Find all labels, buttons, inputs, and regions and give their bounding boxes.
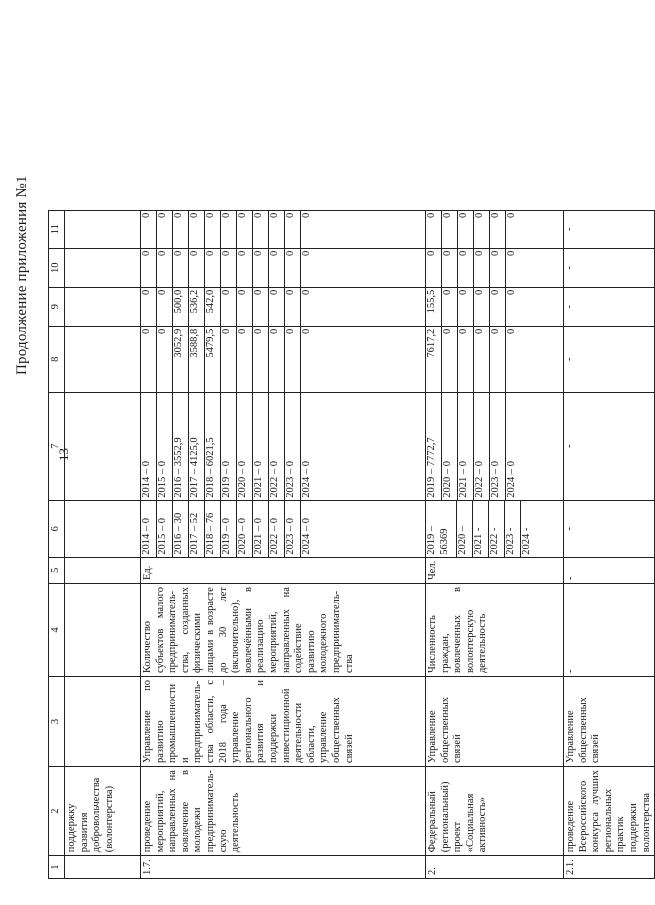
- table-row: [426, 210, 564, 878]
- value-item: 2022 -: [489, 501, 505, 557]
- value-item: 0: [221, 327, 237, 392]
- value-item: 2024 -: [521, 527, 532, 555]
- values-cell-c7: [65, 392, 141, 500]
- value-item: 5479,5: [205, 327, 221, 392]
- value-item: 0: [426, 249, 442, 287]
- value-item: 2016 – 30: [173, 501, 189, 557]
- values-cell-c11: [65, 210, 141, 248]
- value-item: 0: [506, 212, 517, 218]
- header-cell: 10: [49, 248, 65, 287]
- value-item: 0: [205, 249, 221, 287]
- value-item: 155,5: [426, 288, 442, 326]
- values-cell-c9: [65, 287, 141, 326]
- values-cell-c9: [426, 287, 564, 326]
- value-item: 0: [157, 288, 173, 326]
- value-item: 0: [301, 328, 312, 334]
- value-item: 0: [141, 211, 157, 248]
- value-item: 536,2: [189, 288, 205, 326]
- measure-name: поддержку развития добровольчества (волонтерства): [65, 767, 141, 856]
- executor-name: Управление общественных связей: [564, 677, 655, 767]
- value-item: 2019 – 56369: [426, 501, 457, 557]
- values-cell-c10: [65, 248, 141, 287]
- header-cell: 5: [49, 557, 65, 583]
- value-item: 0: [442, 327, 458, 392]
- values-cell-c10: [426, 248, 564, 287]
- value-item: 2024 – 0: [301, 460, 312, 498]
- header-cell: 9: [49, 287, 65, 326]
- value-item: 0: [141, 288, 157, 326]
- value-item: 0: [285, 211, 301, 248]
- value-item: 2015 – 0: [157, 393, 173, 500]
- value-item: 0: [458, 288, 474, 326]
- value-item: 0: [442, 249, 458, 287]
- unit-cell: -: [564, 557, 655, 583]
- values-cell-c6: [141, 500, 426, 557]
- value-item: 0: [490, 211, 506, 248]
- measure-name: проведение Всероссийского конкурса лучших региональных практик поддержки волонтерства: [564, 767, 655, 856]
- header-cell: 2: [49, 767, 65, 856]
- header-cell: 6: [49, 500, 65, 557]
- values-cell-c11: [564, 210, 655, 248]
- value-item: 2016 – 3552,9: [173, 393, 189, 500]
- value-item: -: [564, 304, 575, 309]
- value-item: -: [564, 227, 575, 231]
- value-item: 0: [285, 249, 301, 287]
- value-item: 0: [189, 211, 205, 248]
- value-item: 2022 – 0: [269, 501, 285, 557]
- value-item: 2018 – 6021,5: [205, 393, 221, 500]
- value-item: 0: [301, 289, 312, 295]
- header-cell: 8: [49, 326, 65, 392]
- value-item: -: [564, 526, 575, 531]
- value-item: 0: [141, 249, 157, 287]
- value-item: 0: [490, 249, 506, 287]
- value-item: 0: [173, 249, 189, 287]
- header-cell: 4: [49, 584, 65, 677]
- value-item: 0: [221, 249, 237, 287]
- values-cell-c9: [564, 287, 655, 326]
- values-cell-c8: [65, 326, 141, 392]
- indicator-name: -: [564, 584, 655, 677]
- value-item: 2018 – 76: [205, 501, 221, 557]
- value-item: 0: [205, 211, 221, 248]
- value-item: 0: [237, 288, 253, 326]
- value-item: 2021 – 0: [458, 393, 474, 500]
- value-item: 2022 – 0: [269, 393, 285, 500]
- value-item: 2021 -: [473, 501, 489, 557]
- value-item: 7617,2: [426, 327, 442, 392]
- value-item: 0: [490, 327, 506, 392]
- unit-cell: Ед.: [141, 557, 426, 583]
- value-item: -: [564, 444, 575, 448]
- value-item: 0: [506, 289, 517, 295]
- header-cell: 7: [49, 392, 65, 500]
- value-item: 2019 – 0: [221, 393, 237, 500]
- value-item: 0: [157, 249, 173, 287]
- value-item: 2020 –: [457, 501, 473, 557]
- measure-name: Федеральный (региональный) проект «Социальная активность»: [426, 767, 564, 856]
- value-item: 3588,8: [189, 327, 205, 392]
- header-cell: 11: [49, 210, 65, 248]
- executor-name: [65, 677, 141, 767]
- value-item: 0: [458, 249, 474, 287]
- value-item: 2023 -: [505, 501, 521, 557]
- unit-cell: Чел.: [426, 557, 564, 583]
- value-item: 0: [442, 211, 458, 248]
- indicator-name: Численность граждан, вовлеченных в волонтерскую деятельность: [426, 584, 564, 677]
- value-item: 0: [253, 249, 269, 287]
- unit-cell: [65, 557, 141, 583]
- value-item: 0: [157, 211, 173, 248]
- value-item: 2020 – 0: [237, 501, 253, 557]
- row-number: 2.: [426, 856, 564, 879]
- values-cell-c6: [564, 500, 655, 557]
- indicator-name: Количество субъектов малого предприниматель-ства, созданных физическими лицами в возрасте до 30 лет (включительно), вовлечёнными в реализацию мероприятий, направленных на содействие развитию молодежного предприниматель-ства: [141, 584, 426, 677]
- value-item: 0: [221, 288, 237, 326]
- value-item: 0: [426, 211, 442, 248]
- value-item: 0: [189, 249, 205, 287]
- values-cell-c8: [426, 326, 564, 392]
- value-item: 3052,9: [173, 327, 189, 392]
- row-number: 2.1.: [564, 856, 655, 879]
- row-number: [65, 856, 141, 879]
- header-cell: 1: [49, 856, 65, 879]
- value-item: 2024 – 0: [506, 460, 517, 498]
- value-item: 0: [269, 288, 285, 326]
- value-item: 2024 – 0: [301, 517, 312, 555]
- value-item: 0: [506, 250, 517, 256]
- value-item: 2023 – 0: [285, 501, 301, 557]
- value-item: 2021 – 0: [253, 393, 269, 500]
- values-cell-c8: [141, 326, 426, 392]
- value-item: 2023 – 0: [285, 393, 301, 500]
- row-number: 1.7.: [141, 856, 426, 879]
- value-item: 0: [285, 327, 301, 392]
- value-item: 0: [157, 327, 173, 392]
- value-item: 2021 – 0: [253, 501, 269, 557]
- values-cell-c7: [426, 392, 564, 500]
- table-row: [141, 210, 426, 878]
- value-item: 2022 – 0: [474, 393, 490, 500]
- value-item: 2017 – 52: [189, 501, 205, 557]
- table-row: [564, 210, 655, 878]
- values-cell-c11: [141, 210, 426, 248]
- values-cell-c7: [141, 392, 426, 500]
- value-item: 2014 – 0: [141, 501, 157, 557]
- value-item: 0: [474, 211, 490, 248]
- value-item: 542,0: [205, 288, 221, 326]
- value-item: 0: [474, 327, 490, 392]
- value-item: 2017 – 4125,0: [189, 393, 205, 500]
- value-item: 0: [237, 211, 253, 248]
- value-item: 2019 – 0: [221, 501, 237, 557]
- value-item: 0: [490, 288, 506, 326]
- value-item: 2020 – 0: [442, 393, 458, 500]
- value-item: 0: [442, 288, 458, 326]
- executor-name: Управление общественных связей: [426, 677, 564, 767]
- value-item: 0: [269, 211, 285, 248]
- value-item: 0: [285, 288, 301, 326]
- value-item: 500,0: [173, 288, 189, 326]
- value-item: 0: [221, 211, 237, 248]
- value-item: 0: [458, 327, 474, 392]
- value-item: 0: [173, 211, 189, 248]
- value-item: 0: [237, 249, 253, 287]
- value-item: -: [564, 265, 575, 270]
- appendix-table: [48, 210, 655, 879]
- value-item: 0: [253, 211, 269, 248]
- value-item: 2015 – 0: [157, 501, 173, 557]
- values-cell-c7: [564, 392, 655, 500]
- values-cell-c8: [564, 326, 655, 392]
- value-item: 0: [253, 327, 269, 392]
- value-item: 0: [269, 249, 285, 287]
- executor-name: Управление по развитию промышленности и предприниматель-ства области, с 2018 года – управление регионального развития и поддержки инвестиционной деятельности области, управление общественных связей: [141, 677, 426, 767]
- value-item: 0: [506, 328, 517, 334]
- value-item: 0: [301, 212, 312, 218]
- value-item: 0: [458, 211, 474, 248]
- value-item: 0: [237, 327, 253, 392]
- value-item: 0: [301, 250, 312, 256]
- page-number: 13: [56, 448, 71, 461]
- value-item: 0: [269, 327, 285, 392]
- value-item: 0: [141, 327, 157, 392]
- values-cell-c6: [65, 500, 141, 557]
- values-cell-c11: [426, 210, 564, 248]
- values-cell-c10: [564, 248, 655, 287]
- continuation-title: Продолжение приложения №1: [14, 175, 30, 375]
- header-row: [49, 210, 65, 878]
- header-cell: 3: [49, 677, 65, 767]
- value-item: 2014 – 0: [141, 393, 157, 500]
- indicator-name: [65, 584, 141, 677]
- values-cell-c9: [141, 287, 426, 326]
- values-cell-c6: [426, 500, 564, 557]
- table-row: [65, 210, 141, 878]
- values-cell-c10: [141, 248, 426, 287]
- value-item: 2020 – 0: [237, 393, 253, 500]
- value-item: 0: [474, 249, 490, 287]
- value-item: 0: [253, 288, 269, 326]
- value-item: 2023 – 0: [490, 393, 506, 500]
- value-item: 0: [474, 288, 490, 326]
- value-item: -: [564, 357, 575, 361]
- measure-name: проведение мероприятий, направленных на вовлечение в молодежи предприниматель-скую деятельность: [141, 767, 426, 856]
- value-item: 2019 – 7772,7: [426, 393, 442, 500]
